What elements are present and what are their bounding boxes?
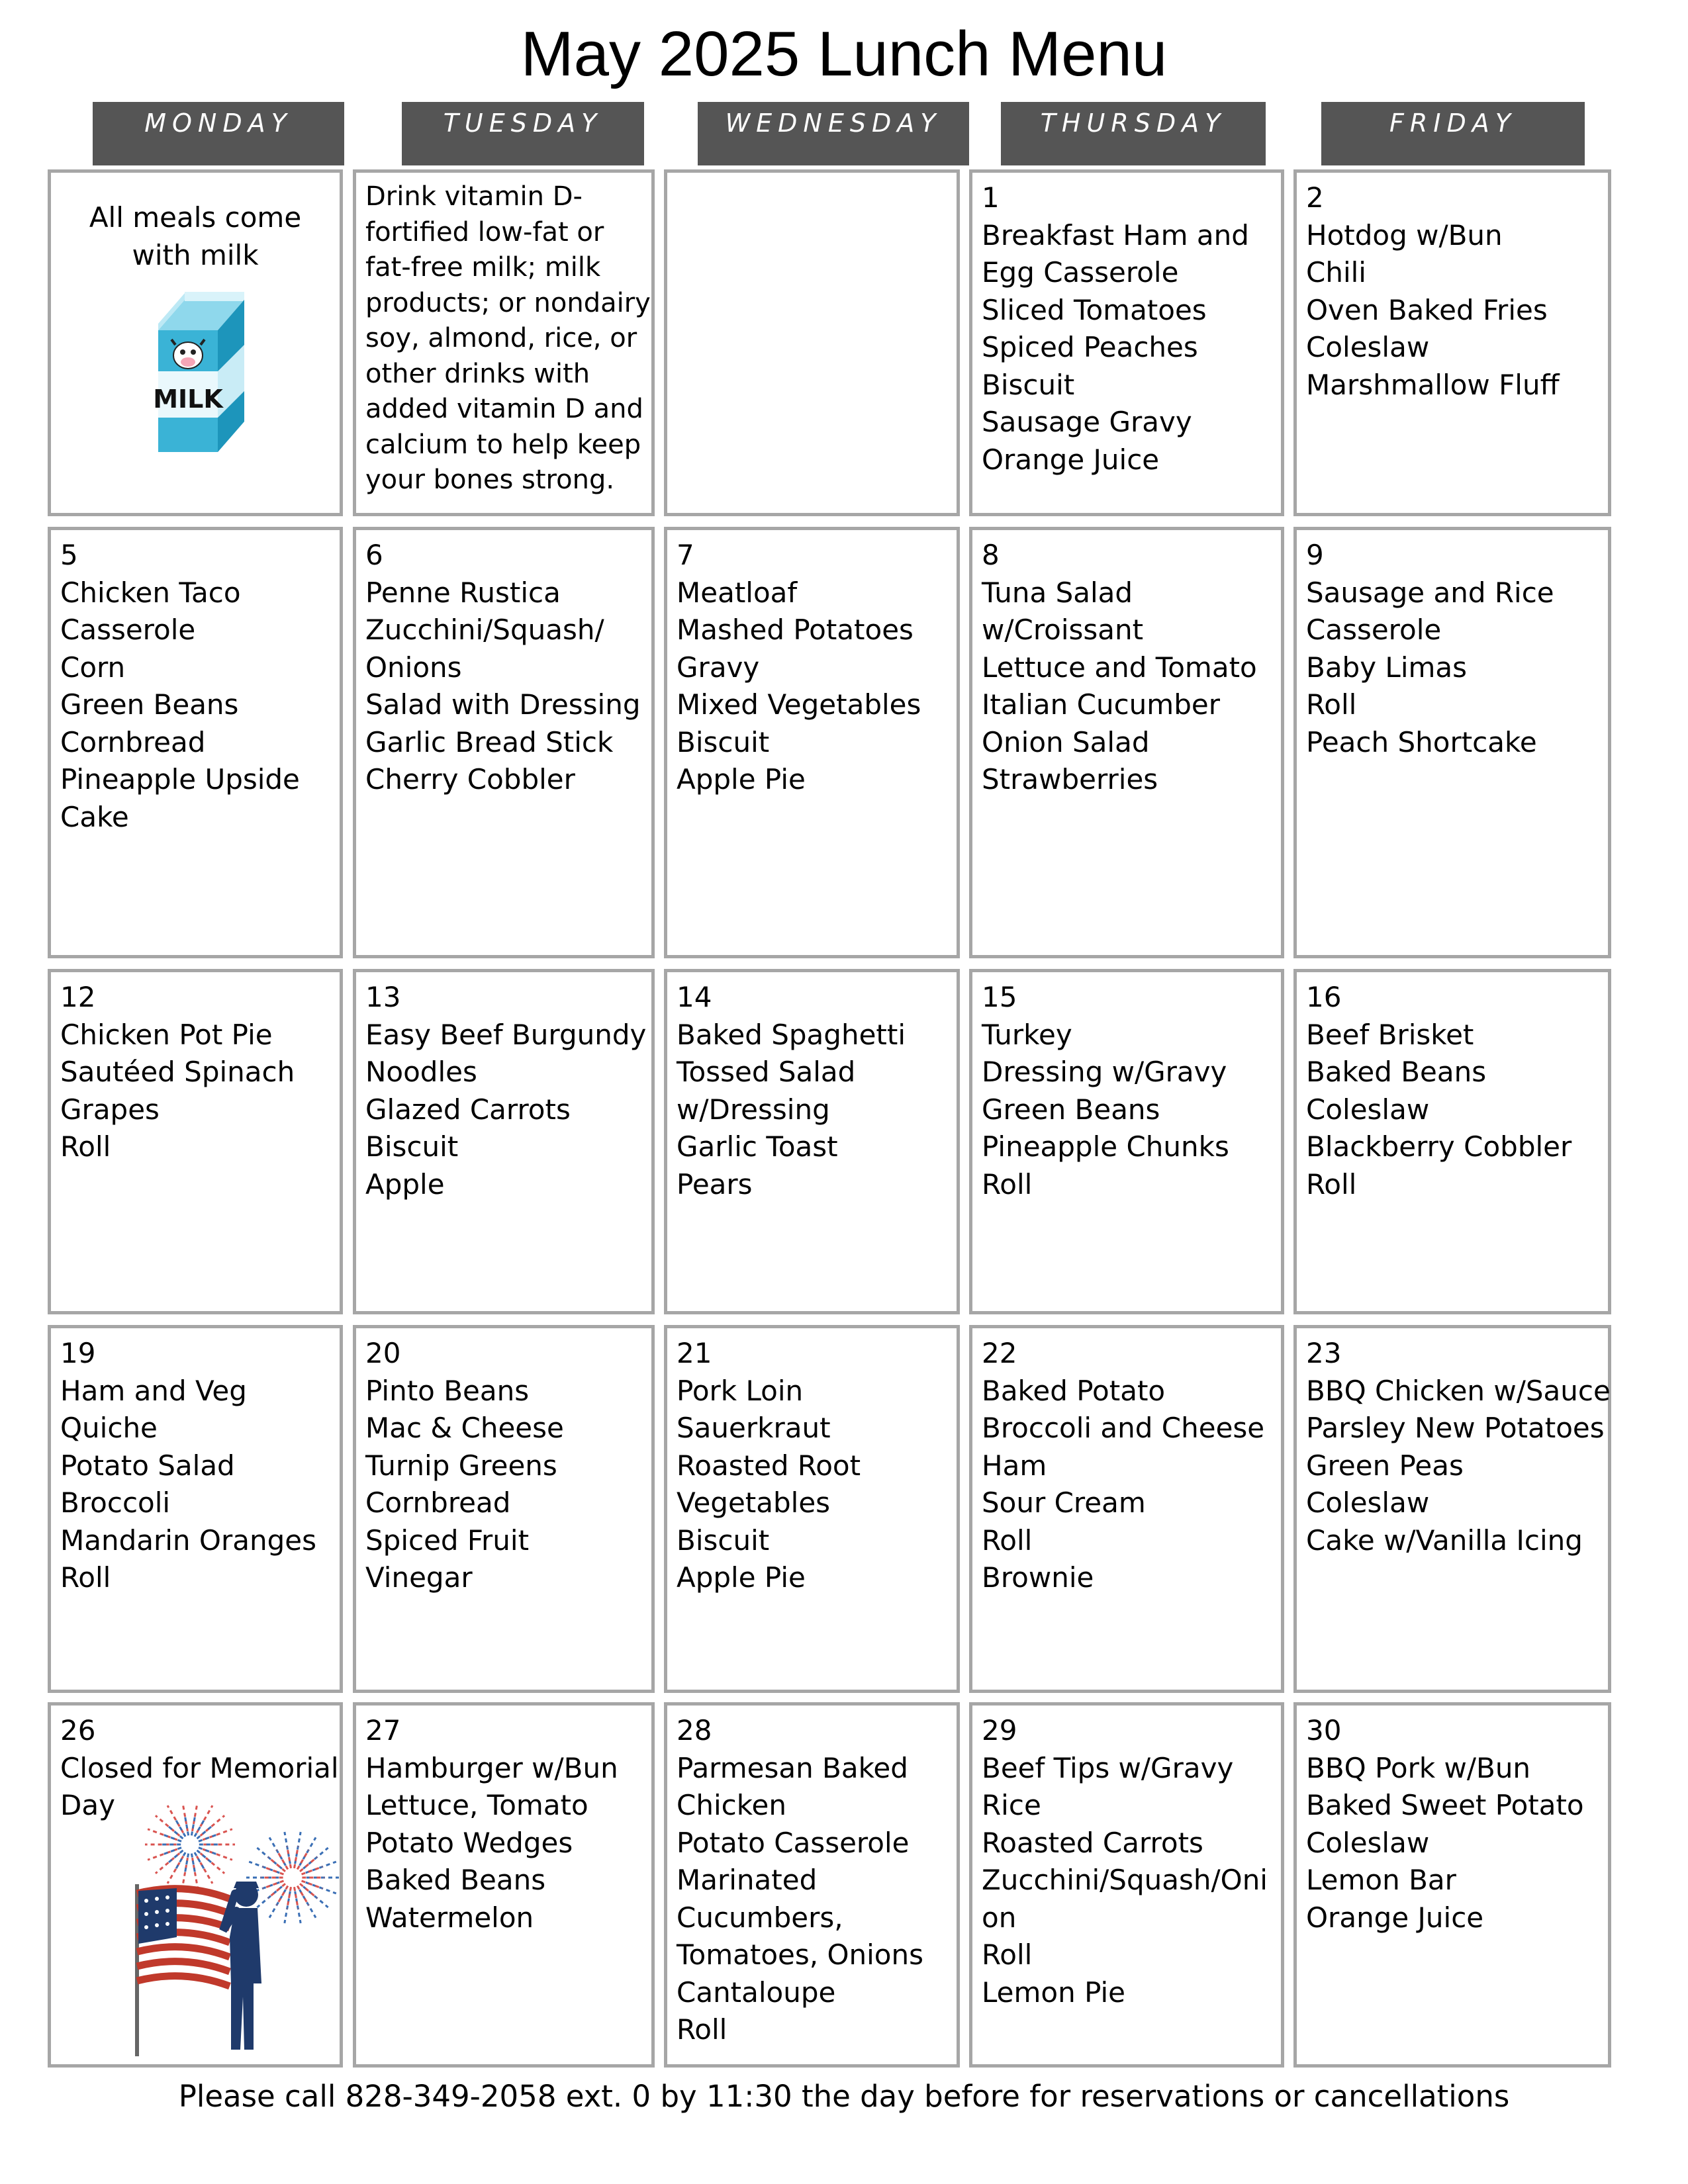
menu-day-cell [969,1325,1284,1693]
menu-day-text: 30 BBQ Pork w/Bun Baked Sweet Potato Coleslaw Lemon Bar Orange Juice [1306,1714,1584,1934]
menu-day-cell [664,969,960,1314]
menu-day-cell [353,969,655,1314]
empty-day-cell [664,169,960,516]
milk-note-text: All meals come with milk [89,201,302,271]
menu-day-text: 8 Tuna Salad w/Croissant Lettuce and Tomato Italian Cucumber Onion Salad Strawberries [982,539,1257,796]
menu-day-text: 2 Hotdog w/Bun Chili Oven Baked Fries Coleslaw Marshmallow Fluff [1306,181,1560,401]
menu-day-text: 29 Beef Tips w/Gravy Rice Roasted Carrots Zucchini/Squash/Oni on Roll Lemon Pie [982,1714,1268,2009]
menu-day-cell [48,527,343,958]
menu-day-cell [664,1702,960,2068]
menu-day-cell [353,527,655,958]
menu-day-text: 12 Chicken Pot Pie Sautéed Spinach Grapes Roll [60,981,295,1163]
menu-day-text: 1 Breakfast Ham and Egg Casserole Sliced Tomatoes Spiced Peaches Biscuit Sausage Gravy Orange Juice [982,181,1249,476]
menu-day-text: 21 Pork Loin Sauerkraut Roasted Root Vegetables Biscuit Apple Pie [677,1337,861,1594]
menu-day-cell [1293,1702,1611,2068]
milk-carton-graphic [145,292,258,455]
menu-day-text: 5 Chicken Taco Casserole Corn Green Beans Cornbread Pineapple Upside Cake [60,539,300,833]
memorial-day-flag-icon [130,1805,349,2070]
menu-day-cell [353,1325,655,1693]
menu-day-text: 14 Baked Spaghetti Tossed Salad w/Dressing Garlic Toast Pears [677,981,906,1201]
menu-day-cell [969,169,1284,516]
milk-carton-label: MILK [153,385,223,414]
menu-day-text: 22 Baked Potato Broccoli and Cheese Ham Sour Cream Roll Brownie [982,1337,1265,1594]
menu-day-text: 26 Closed for Memorial Day [60,1714,339,1821]
milk-note-cell [48,169,343,516]
menu-day-cell [48,1325,343,1693]
menu-day-text: 13 Easy Beef Burgundy Noodles Glazed Carrots Biscuit Apple [365,981,647,1201]
vitamin-d-note-text: Drink vitamin D- fortified low-fat or fat-free milk; milk products; or nondairy soy, almond, rice, or other drinks with added vitamin D and calcium to help keep your bones strong. [365,181,651,495]
menu-day-cell [664,1325,960,1693]
menu-day-cell [48,1702,343,2068]
menu-day-text: 15 Turkey Dressing w/Gravy Green Beans Pineapple Chunks Roll [982,981,1229,1201]
menu-day-cell [969,1702,1284,2068]
day-header-wednesday: WEDNESDAY [698,102,969,165]
menu-day-text: 7 Meatloaf Mashed Potatoes Gravy Mixed Vegetables Biscuit Apple Pie [677,539,921,796]
menu-day-text: 20 Pinto Beans Mac & Cheese Turnip Greens Cornbread Spiced Fruit Vinegar [365,1337,564,1594]
page-title: May 2025 Lunch Menu [520,19,1168,89]
menu-day-text: 23 BBQ Chicken w/Sauce Parsley New Potatoes Green Peas Coleslaw Cake w/Vanilla Icing [1306,1337,1611,1557]
vitamin-d-note-cell [353,169,655,516]
menu-day-cell [969,969,1284,1314]
day-header-tuesday: TUESDAY [402,102,644,165]
menu-day-cell [1293,527,1611,958]
milk-carton-icon [145,292,258,452]
menu-day-text: 9 Sausage and Rice Casserole Baby Limas Roll Peach Shortcake [1306,539,1554,758]
menu-day-cell [353,1702,655,2068]
menu-day-cell [664,527,960,958]
menu-day-text: 6 Penne Rustica Zucchini/Squash/ Onions Salad with Dressing Garlic Bread Stick Cherry Cobbler [365,539,641,796]
menu-day-text: 27 Hamburger w/Bun Lettuce, Tomato Potato Wedges Baked Beans Watermelon [365,1714,618,1934]
menu-day-text: 16 Beef Brisket Baked Beans Coleslaw Blackberry Cobbler Roll [1306,981,1572,1201]
menu-day-cell [1293,169,1611,516]
day-header-friday: FRIDAY [1321,102,1585,165]
menu-day-cell [48,969,343,1314]
memorial-day-graphic [130,1805,349,2072]
menu-day-cell [1293,1325,1611,1693]
menu-day-cell [1293,969,1611,1314]
menu-day-text: 19 Ham and Veg Quiche Potato Salad Broccoli Mandarin Oranges Roll [60,1337,316,1594]
menu-day-cell [969,527,1284,958]
footer-reservation-note: Please call 828-349-2058 ext. 0 by 11:30 the day before for reservations or cancellations [178,2079,1510,2114]
menu-day-text: 28 Parmesan Baked Chicken Potato Casserole Marinated Cucumbers, Tomatoes, Onions Cantaloupe Roll [677,1714,923,2046]
day-header-thursday: THURSDAY [1001,102,1266,165]
day-header-monday: MONDAY [93,102,344,165]
